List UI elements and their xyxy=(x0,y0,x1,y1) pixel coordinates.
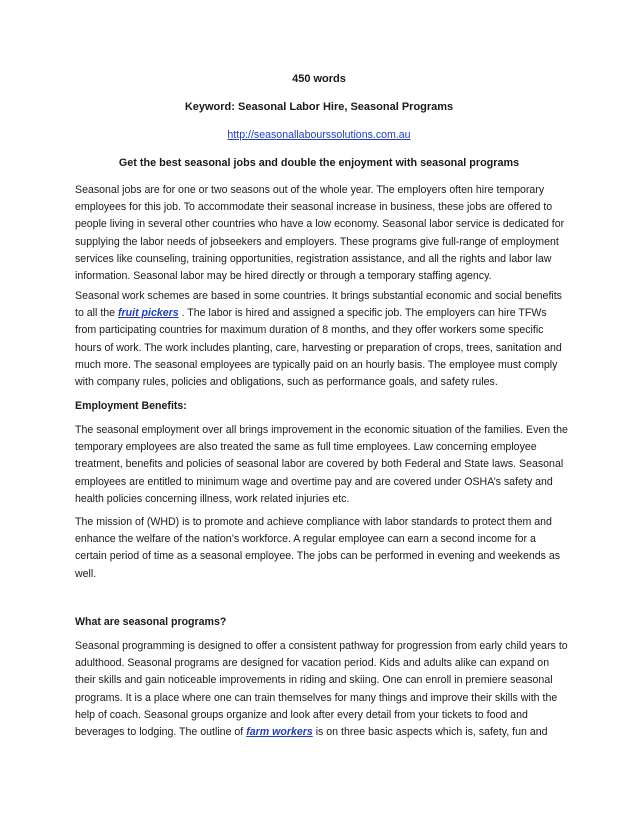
paragraph-4 xyxy=(75,514,570,583)
url-line xyxy=(0,127,638,144)
paragraph-text: The seasonal employment over all brings improvement in the economic situation of the families. Even the temporary employees are also treated the same as full time employees. Law concerning employee treatment, benefits and policies of seasonal labor are covered by both Federal and State laws. Seasonal employees are entitled to minimum wage and overtime pay and are covered under OSHA’s safety and health policies concerning illness, work related injuries etc. xyxy=(75,424,568,505)
paragraph-text xyxy=(75,288,570,391)
farm-workers-link[interactable]: farm workers xyxy=(246,726,313,739)
paragraph-text: Seasonal jobs are for one or two seasons out of the whole year. The employers often hire temporary employees for this job. To accommodate their seasonal increase in business, these jobs are offered to people living in several other countries who have a low economy. Seasonal labor service is dedicated for supplying the labor needs of jobseekers and employers. These programs give full-range of employment services like counseling, training opportunities, registration assistance, and all the rights and labor law information. Seasonal labor may be hired directly or through a temporary staffing agency. xyxy=(75,184,565,283)
paragraph-5 xyxy=(75,638,570,741)
heading-employment-benefits: Employment Benefits: xyxy=(75,400,187,412)
paragraph-text: The mission of (WHD) is to promote and achieve compliance with labor standards to protect them and enhance the welfare of the nation’s workforce. A regular employee can earn a second income for a certain period of time as a seasonal employee. The jobs can be performed in evening and weekends as well. xyxy=(75,516,561,580)
word-count: 450 words xyxy=(292,73,346,85)
paragraph-3 xyxy=(75,422,570,508)
website-link[interactable]: http://seasonallabourssolutions.com.au xyxy=(227,129,411,141)
paragraph-text xyxy=(75,638,570,741)
paragraph-text-end: . The labor is hired and assigned a specific job. The employers can hire TFWs from participating countries for maximum duration of 8 months, and they offer workers some specific hours of work. The work includes planting, care, harvesting or preparation of crops, trees, sanitation and much more. The seasonal employees are typically paid on an hourly basis. The employee must comply with company rules, policies and obligations, such as performance goals, and safety rules. xyxy=(75,307,562,389)
paragraph-1 xyxy=(75,182,570,285)
fruit-pickers-link[interactable]: fruit pickers xyxy=(118,307,179,320)
heading-seasonal-programs: What are seasonal programs? xyxy=(75,616,227,628)
paragraph-text-start: Seasonal work schemes are based in some countries. It brings substantial economic and social benefits to all the xyxy=(75,290,562,320)
paragraph-text-end: is on three basic aspects which is, safety, fun and xyxy=(312,726,548,739)
paragraph-text-start: Seasonal programming is designed to offer a consistent pathway for progression from early child years to adulthood. Seasonal programs are designed for vacation period. Kids and adults alike can expand on their skills and gain noticeable improvements in riding and skiing. One can enroll in premiere seasonal programs. It is a place where one can train themselves for many things and improve their skills with the help of coach. Seasonal groups organize and look after every detail from your tickets to food and beverages to lodging. The outline of xyxy=(75,640,568,739)
paragraph-2 xyxy=(75,288,570,391)
tagline: Get the best seasonal jobs and double the enjoyment with seasonal programs xyxy=(118,157,520,169)
keyword-line: Keyword: Seasonal Labor Hire, Seasonal Programs xyxy=(184,101,454,113)
